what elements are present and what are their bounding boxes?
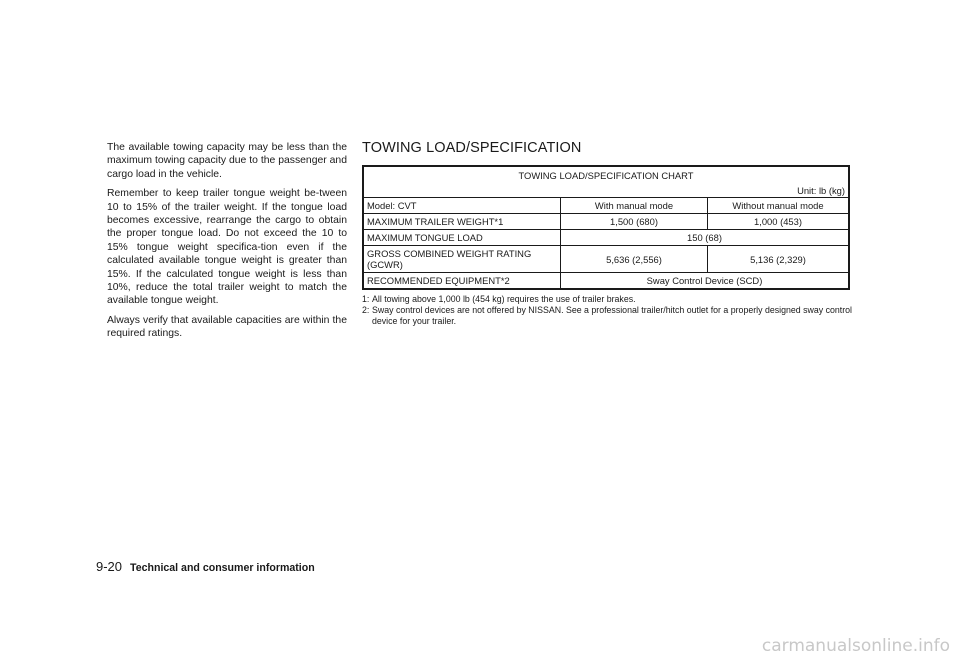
header-with-manual: With manual mode — [561, 198, 708, 214]
table-row — [363, 273, 849, 290]
footnote-number: 2: — [362, 305, 370, 315]
table-footnotes — [362, 294, 852, 327]
spec-section — [362, 140, 852, 327]
table-row — [363, 246, 849, 273]
table-row — [363, 214, 849, 230]
table-caption: TOWING LOAD/SPECIFICATION CHART — [518, 170, 694, 181]
paragraph-verify-capacities: Always verify that available capacities are within the required ratings. — [107, 314, 347, 340]
footnote-text: All towing above 1,000 lb (454 kg) requires the use of trailer brakes. — [372, 294, 636, 304]
row-label: MAXIMUM TRAILER WEIGHT*1 — [363, 214, 561, 230]
cell-both-modes: Sway Control Device (SCD) — [561, 273, 850, 290]
header-without-manual: Without manual mode — [708, 198, 850, 214]
footnote-1 — [362, 294, 852, 305]
row-label: RECOMMENDED EQUIPMENT*2 — [363, 273, 561, 290]
paragraph-towing-capacity: The available towing capacity may be less than the maximum towing capacity due to the passenger and cargo load in the vehicle. — [107, 142, 347, 180]
table-caption-row — [363, 166, 849, 198]
paragraph-tongue-weight: Remember to keep trailer tongue weight be-tween 10 to 15% of the trailer weight. If the tongue load becomes excessive, rearrange the cargo to obtain the proper tongue load. Do not exceed the 10 to 15% tongue weight specifica-tion even if the calculated available tongue weight is greater than 15%. If the calculated tongue weight is less than 10%, reduce the total trailer weight to match the available tongue weight. — [107, 188, 347, 307]
footnote-number: 1: — [362, 294, 370, 304]
cell-with-manual: 1,500 (680) — [561, 214, 708, 230]
footnote-2 — [362, 305, 852, 327]
towing-spec-table — [362, 165, 850, 290]
chapter-title: Technical and consumer information — [130, 562, 315, 574]
body-text-column — [107, 141, 347, 347]
cell-without-manual: 5,136 (2,329) — [708, 246, 850, 273]
footnote-text: Sway control devices are not offered by NISSAN. See a professional trailer/hitch outlet for a properly designed sway control device for your trailer. — [372, 305, 853, 326]
header-model: Model: CVT — [363, 198, 561, 214]
page-number: 9-20 — [96, 559, 123, 574]
cell-without-manual: 1,000 (453) — [708, 214, 850, 230]
watermark: carmanualsonline.info — [761, 636, 950, 656]
table-unit: Unit: lb (kg) — [797, 185, 845, 196]
section-title: TOWING LOAD/SPECIFICATION — [362, 140, 582, 156]
row-label: MAXIMUM TONGUE LOAD — [363, 230, 561, 246]
table-caption-cell — [363, 166, 849, 198]
row-label: GROSS COMBINED WEIGHT RATING (GCWR) — [363, 246, 561, 273]
page-footer — [96, 559, 315, 574]
table-row — [363, 230, 849, 246]
table-header-row — [363, 198, 849, 214]
cell-with-manual: 5,636 (2,556) — [561, 246, 708, 273]
cell-both-modes: 150 (68) — [561, 230, 850, 246]
